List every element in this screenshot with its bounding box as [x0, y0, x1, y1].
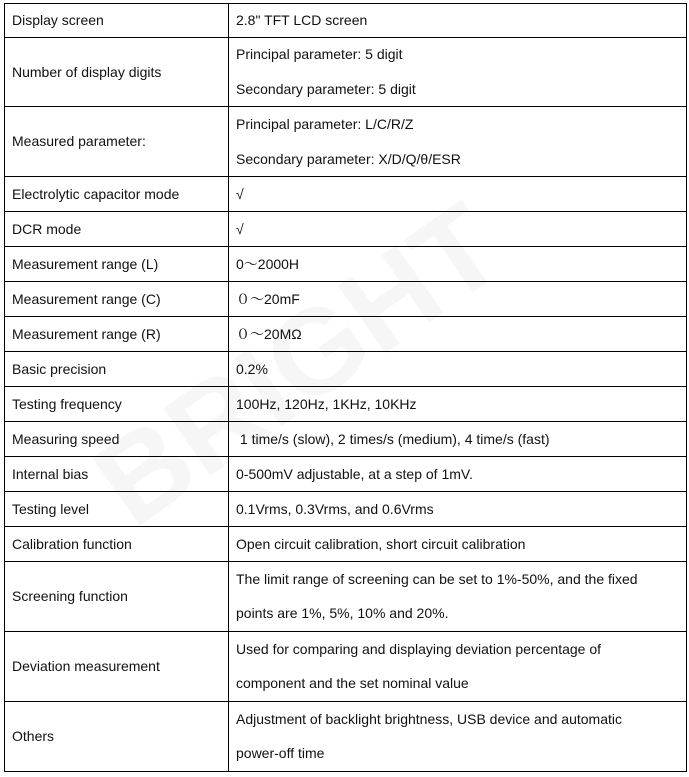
spec-value: 2.8" TFT LCD screen [229, 4, 687, 38]
spec-value-line: The limit range of screening can be set to 1%-50%, and the fixed [236, 571, 638, 587]
spec-value: 1 time/s (slow), 2 times/s (medium), 4 time/s (fast) [229, 422, 687, 457]
table-row [5, 457, 687, 492]
table-row [5, 632, 687, 702]
spec-label: Calibration function [5, 527, 229, 562]
table-row [5, 422, 687, 457]
spec-value-line: Secondary parameter: 5 digit [236, 81, 416, 97]
spec-label: Measurement range (C) [5, 282, 229, 317]
spec-value: 100Hz, 120Hz, 1KHz, 10KHz [229, 387, 687, 422]
spec-label: Measurement range (L) [5, 247, 229, 282]
spec-value [229, 702, 687, 772]
spec-value-line: points are 1%, 5%, 10% and 20%. [236, 605, 449, 621]
spec-label: Internal bias [5, 457, 229, 492]
table-row [5, 282, 687, 317]
spec-label: Display screen [5, 4, 229, 38]
spec-value [229, 38, 687, 107]
spec-value: 0～2000H [229, 247, 687, 282]
table-row [5, 527, 687, 562]
spec-value [229, 562, 687, 632]
spec-value-line: component and the set nominal value [236, 675, 469, 691]
spec-value: 0.1Vrms, 0.3Vrms, and 0.6Vrms [229, 492, 687, 527]
table-row [5, 352, 687, 387]
spec-value-line: Principal parameter: L/C/R/Z [236, 115, 414, 132]
table-row [5, 492, 687, 527]
spec-value: 0-500mV adjustable, at a step of 1mV. [229, 457, 687, 492]
table-row [5, 4, 687, 38]
table-row [5, 247, 687, 282]
table-row [5, 562, 687, 632]
spec-label: Measurement range (R) [5, 317, 229, 352]
spec-label: DCR mode [5, 212, 229, 247]
spec-label: Deviation measurement [5, 632, 229, 702]
spec-label: Number of display digits [5, 38, 229, 107]
spec-value: ０～20mF [229, 282, 687, 317]
spec-value-line: Principal parameter: 5 digit [236, 46, 403, 62]
spec-label: Testing level [5, 492, 229, 527]
spec-value-line: power-off time [236, 745, 325, 761]
spec-label: Electrolytic capacitor mode [5, 177, 229, 212]
spec-label: Measuring speed [5, 422, 229, 457]
spec-value: 0.2% [229, 352, 687, 387]
spec-value [229, 107, 687, 177]
table-row [5, 177, 687, 212]
table-row [5, 387, 687, 422]
spec-label: Basic precision [5, 352, 229, 387]
spec-label: Testing frequency [5, 387, 229, 422]
table-row [5, 212, 687, 247]
table-row [5, 317, 687, 352]
spec-table [4, 3, 687, 772]
checkmark-icon: √ [229, 177, 687, 212]
checkmark-icon: √ [229, 212, 687, 247]
spec-value-line: Secondary parameter: X/D/Q/θ/ESR [236, 150, 461, 167]
spec-value [229, 632, 687, 702]
table-row [5, 38, 687, 107]
table-row [5, 702, 687, 772]
spec-label: Screening function [5, 562, 229, 632]
spec-value: ０～20MΩ [229, 317, 687, 352]
spec-label: Others [5, 702, 229, 772]
spec-value-line: Adjustment of backlight brightness, USB device and automatic [236, 711, 622, 727]
spec-value: Open circuit calibration, short circuit calibration [229, 527, 687, 562]
spec-value-line: Used for comparing and displaying deviation percentage of [236, 641, 602, 657]
table-row [5, 107, 687, 177]
spec-label: Measured parameter: [5, 107, 229, 177]
